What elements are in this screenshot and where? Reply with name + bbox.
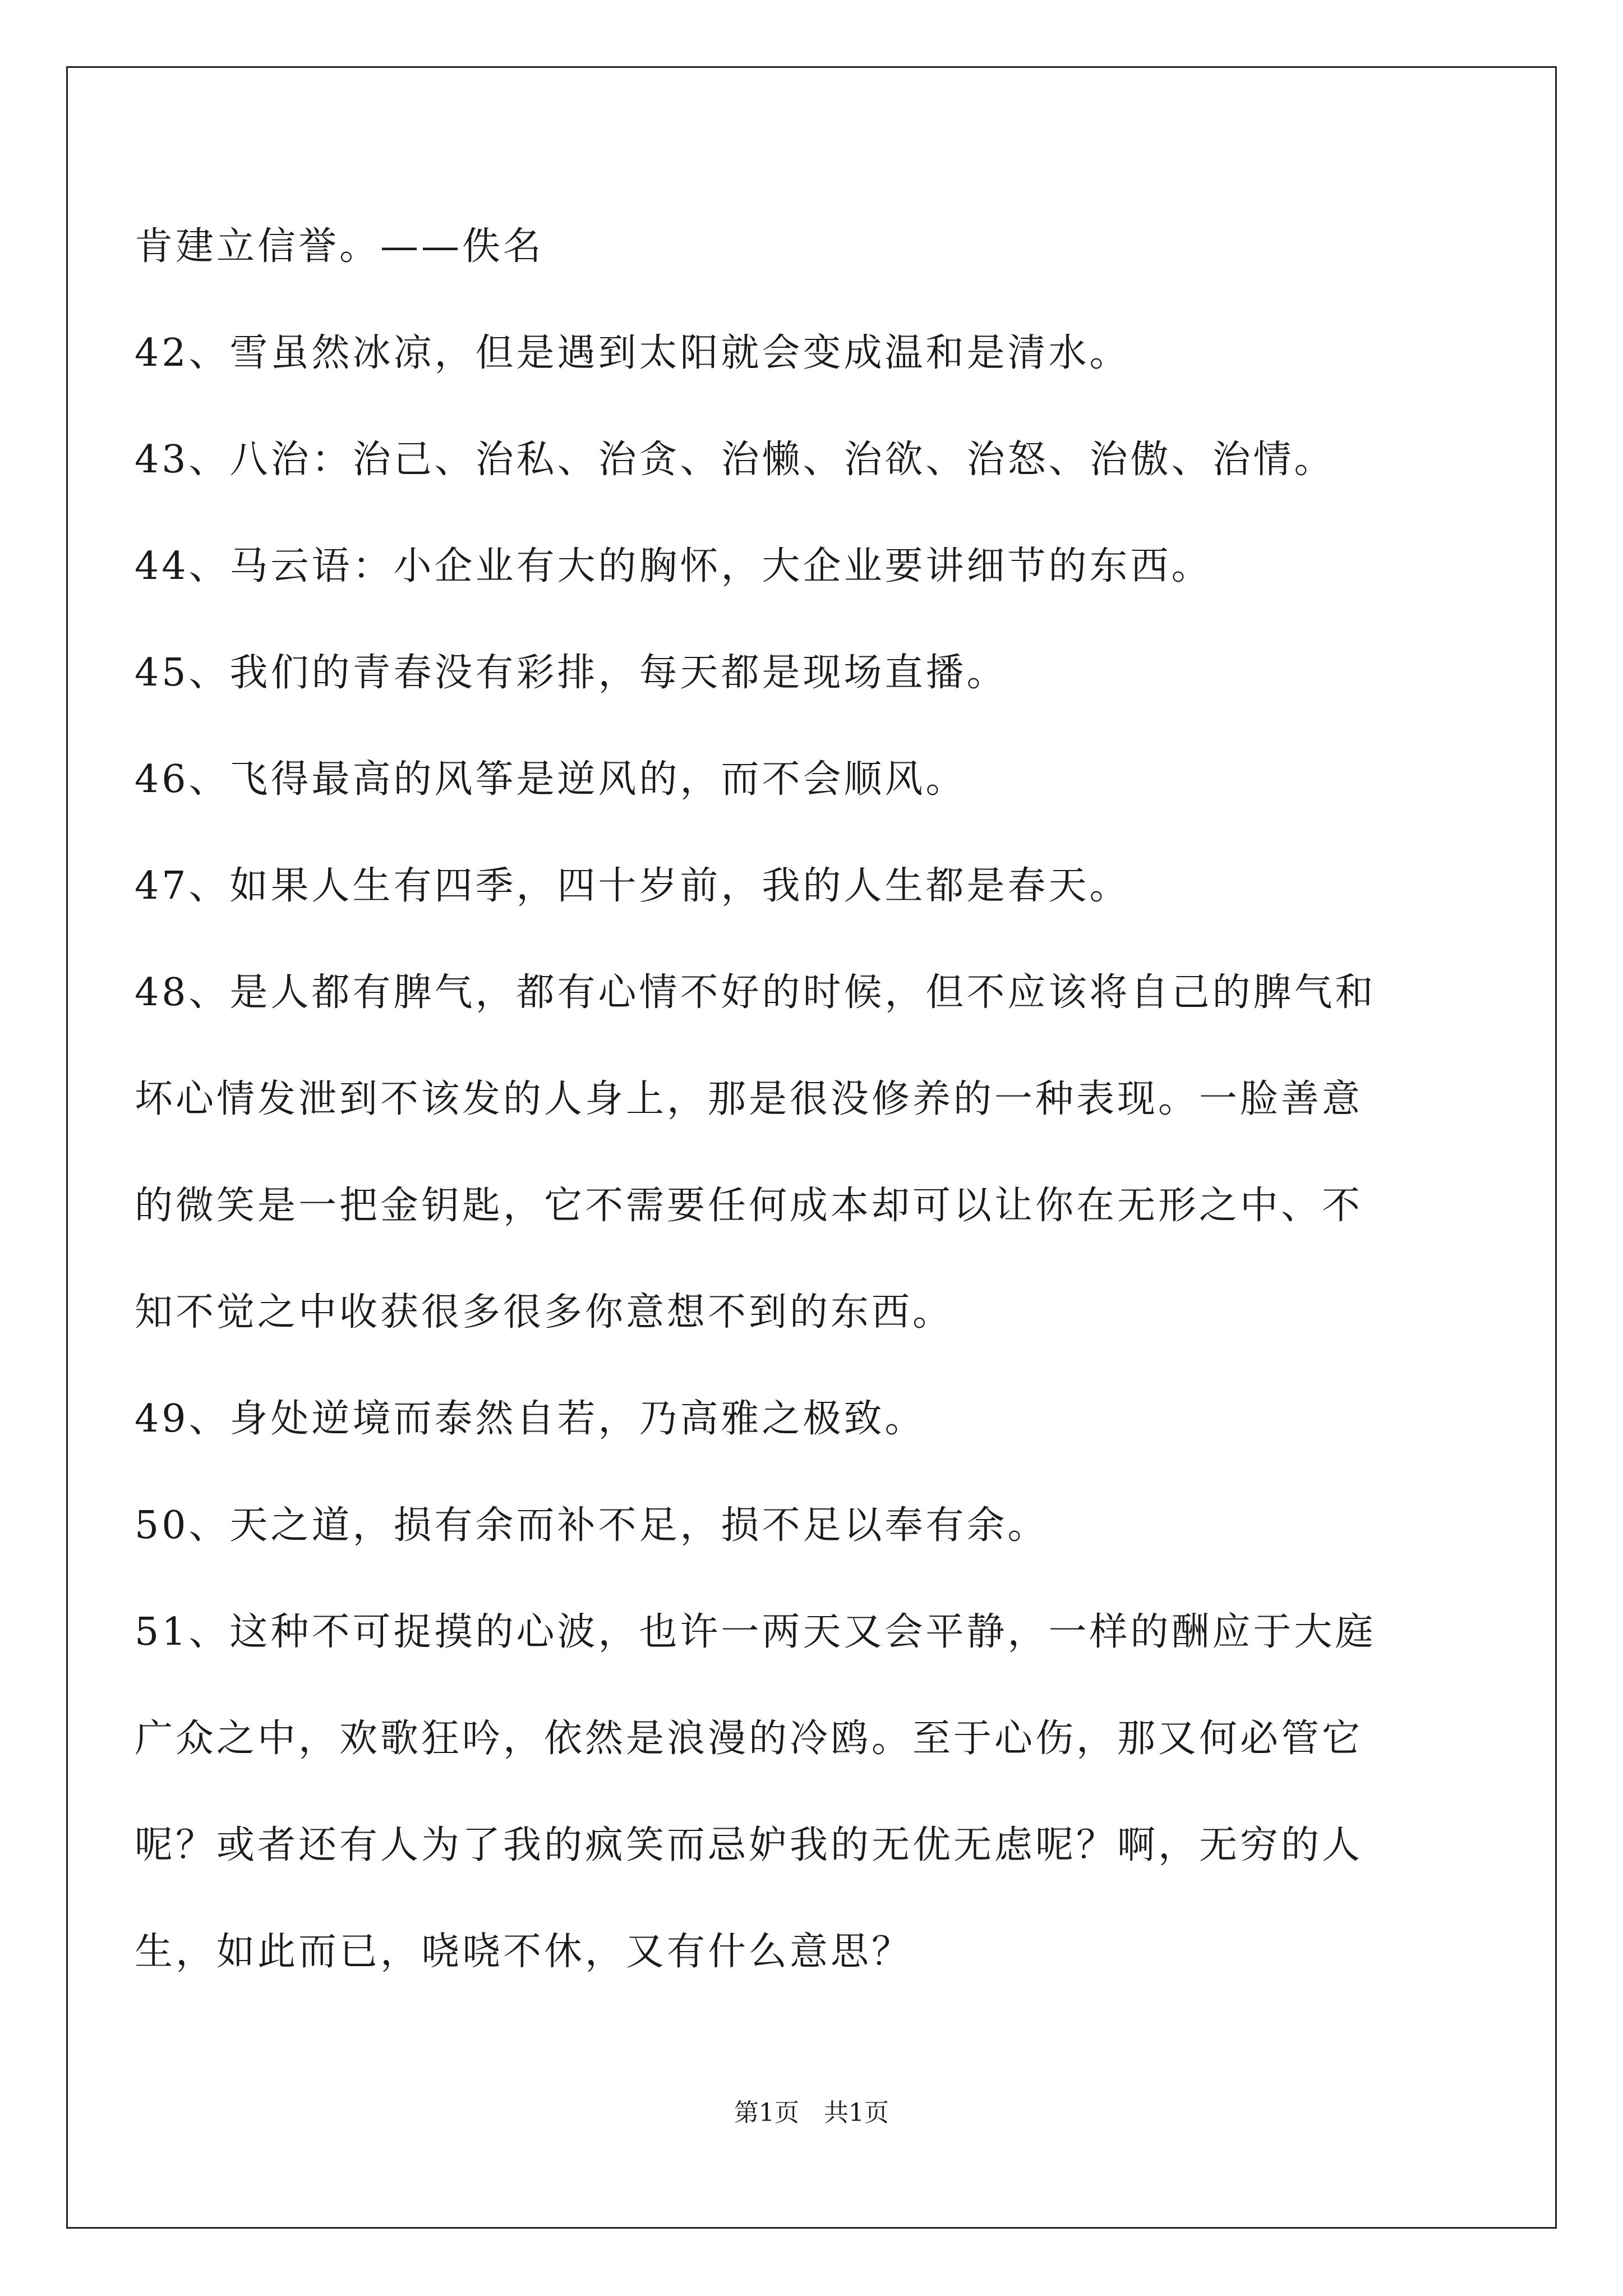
text-line: 51、这种不可捉摸的心波，也许一两天又会平静，一样的酬应于大庭 <box>135 1610 1376 1654</box>
text-line: 50、天之道，损有余而补不足，损不足以奉有余。 <box>135 1503 1049 1548</box>
text-line: 45、我们的青春没有彩排，每天都是现场直播。 <box>135 651 1008 695</box>
text-line: 肯建立信誉。——佚名 <box>135 224 545 269</box>
document-body <box>135 210 1436 2022</box>
text-line: 48、是人都有脾气，都有心情不好的时候，但不应该将自己的脾气和 <box>135 970 1376 1015</box>
text-line: 广众之中，欢歌狂吟，依然是浪漫的冷鸥。至于心伤，那又何必管它 <box>135 1717 1363 1761</box>
text-line: 知不觉之中收获很多很多你意想不到的东西。 <box>135 1290 954 1335</box>
text-line: 43、八治：治己、治私、治贪、治懒、治欲、治怒、治傲、治情。 <box>135 438 1335 482</box>
text-line: 坏心情发泄到不该发的人身上，那是很没修养的一种表现。一脸善意 <box>135 1077 1363 1121</box>
text-line: 42、雪虽然冰凉，但是遇到太阳就会变成温和是清水。 <box>135 331 1131 375</box>
text-line: 47、如果人生有四季，四十岁前，我的人生都是春天。 <box>135 864 1131 908</box>
text-line: 49、身处逆境而泰然自若，乃高雅之极致。 <box>135 1397 926 1441</box>
text-line: 46、飞得最高的风筝是逆风的，而不会顺风。 <box>135 757 967 802</box>
text-line: 44、马云语：小企业有大的胸怀，大企业要讲细节的东西。 <box>135 544 1212 588</box>
text-line: 的微笑是一把金钥匙，它不需要任何成本却可以让你在无形之中、不 <box>135 1184 1363 1228</box>
text-line: 生，如此而已，哓哓不休，又有什么意思？ <box>135 1930 913 1974</box>
page-number: 第1页 <box>734 2099 799 2127</box>
text-line: 呢？或者还有人为了我的疯笑而忌妒我的无优无虑呢？啊，无穷的人 <box>135 1823 1363 1867</box>
page-footer <box>0 2092 1623 2128</box>
total-pages: 共1页 <box>824 2099 889 2127</box>
